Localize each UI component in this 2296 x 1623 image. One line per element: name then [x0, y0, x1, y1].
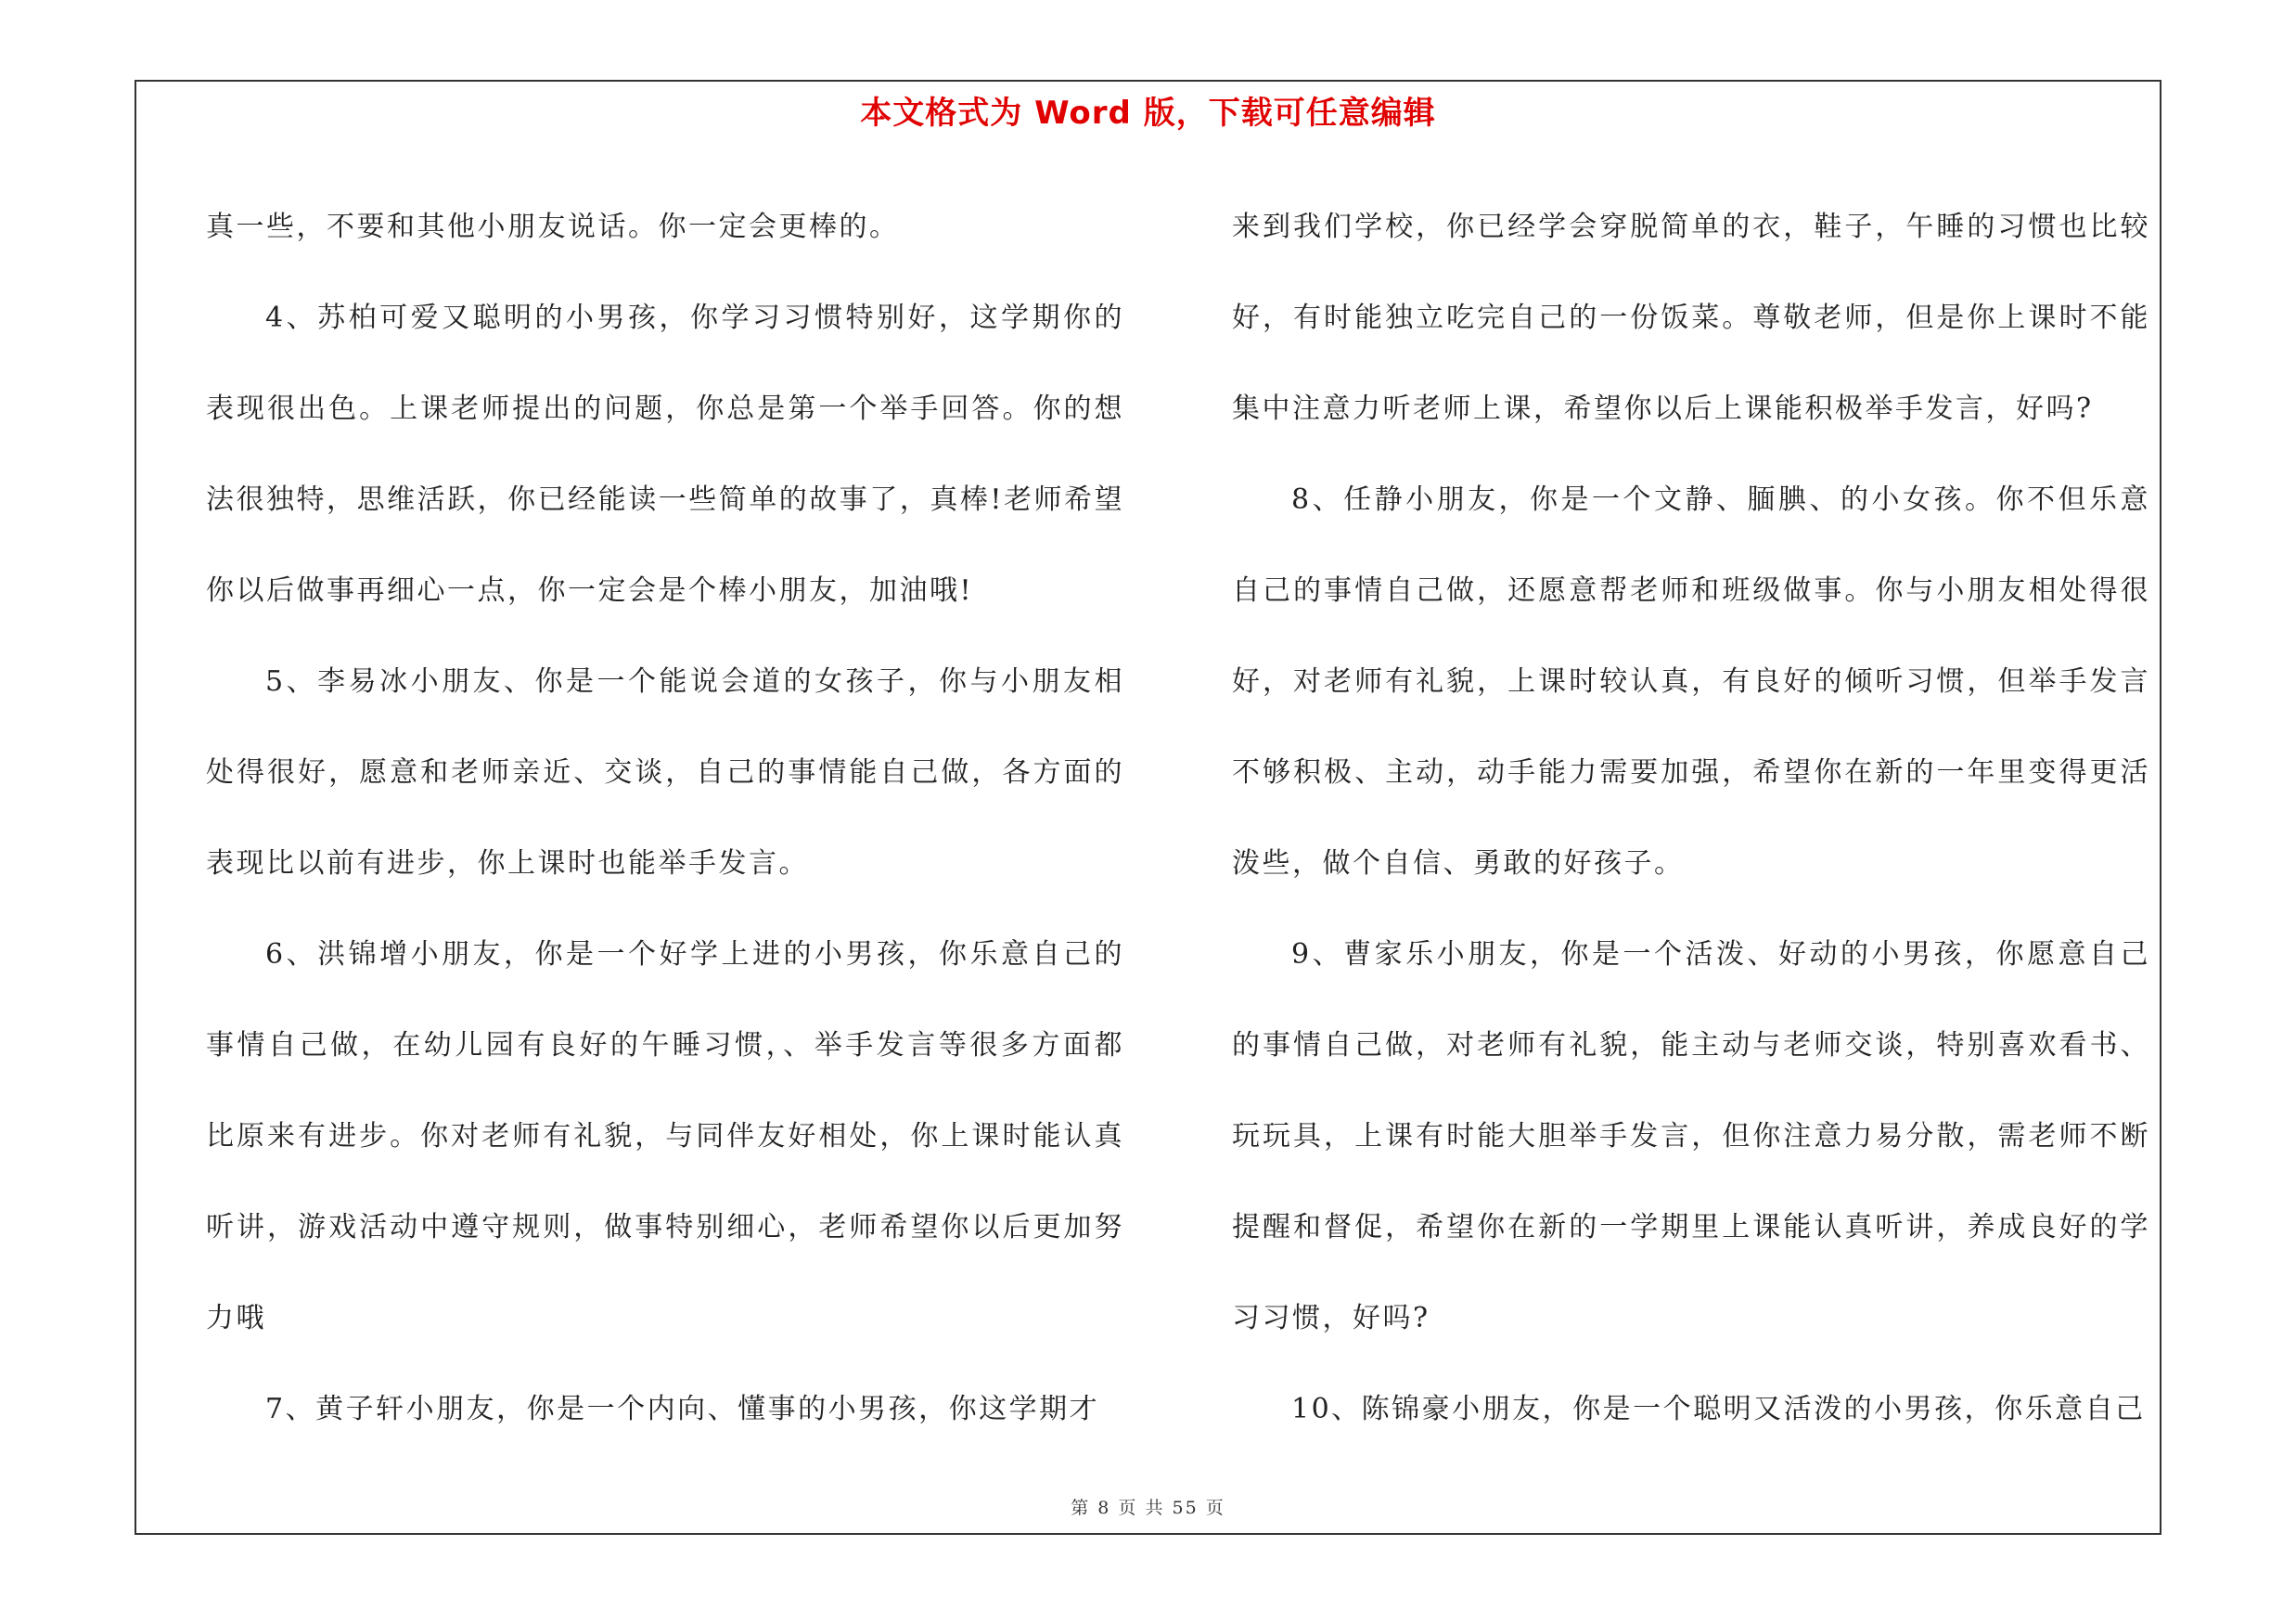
paragraph: 来到我们学校，你已经学会穿脱简单的衣，鞋子，午睡的习惯也比较好，有时能独立吃完自己的一份饭菜。尊敬老师，但是你上课时不能集中注意力听老师上课，希望你以后上课能积极举手发言，好吗?: [1232, 211, 2150, 425]
paragraph: 10、陈锦豪小朋友，你是一个聪明又活泼的小男孩，你乐意自己: [1291, 1393, 2146, 1425]
page-number: 第 8 页 共 55 页: [1071, 1498, 1225, 1518]
paragraph: 7、黄子轩小朋友，你是一个内向、懂事的小男孩，你这学期才: [265, 1393, 1100, 1425]
format-banner: 本文格式为 Word 版，下载可任意编辑: [860, 95, 1436, 132]
left-column: [206, 182, 1124, 1455]
right-column: [1232, 182, 2150, 1455]
paragraph: 8、任静小朋友，你是一个文静、腼腆、的小女孩。你不但乐意自己的事情自己做，还愿意帮老师和班级做事。你与小朋友相处得很好，对老师有礼貌，上课时较认真，有良好的倾听习惯，但举手发言不够积极、主动，动手能力需要加强，希望你在新的一年里变得更活泼些，做个自信、勇敢的好孩子。: [1232, 483, 2150, 880]
paragraph: 9、曹家乐小朋友，你是一个活泼、好动的小男孩，你愿意自己的事情自己做，对老师有礼貌，能主动与老师交谈，特别喜欢看书、玩玩具，上课有时能大胆举手发言，但你注意力易分散，需老师不断提醒和督促，希望你在新的一学期里上课能认真听讲，养成良好的学习习惯，好吗?: [1232, 938, 2150, 1334]
paragraph: 5、李易冰小朋友、你是一个能说会道的女孩子，你与小朋友相处得很好，愿意和老师亲近、交谈，自己的事情能自己做，各方面的表现比以前有进步，你上课时也能举手发言。: [206, 665, 1124, 880]
paragraph: 4、苏柏可爱又聪明的小男孩，你学习习惯特别好，这学期你的表现很出色。上课老师提出的问题，你总是第一个举手回答。你的想法很独特，思维活跃，你已经能读一些简单的故事了，真棒!老师希望你以后做事再细心一点，你一定会是个棒小朋友，加油哦!: [206, 302, 1124, 607]
paragraph: 6、洪锦增小朋友，你是一个好学上进的小男孩，你乐意自己的事情自己做，在幼儿园有良好的午睡习惯，、举手发言等很多方面都比原来有进步。你对老师有礼貌，与同伴友好相处，你上课时能认真听讲，游戏活动中遵守规则，做事特别细心，老师希望你以后更加努力哦: [206, 938, 1124, 1334]
paragraph: 真一些，不要和其他小朋友说话。你一定会更棒的。: [206, 211, 900, 243]
